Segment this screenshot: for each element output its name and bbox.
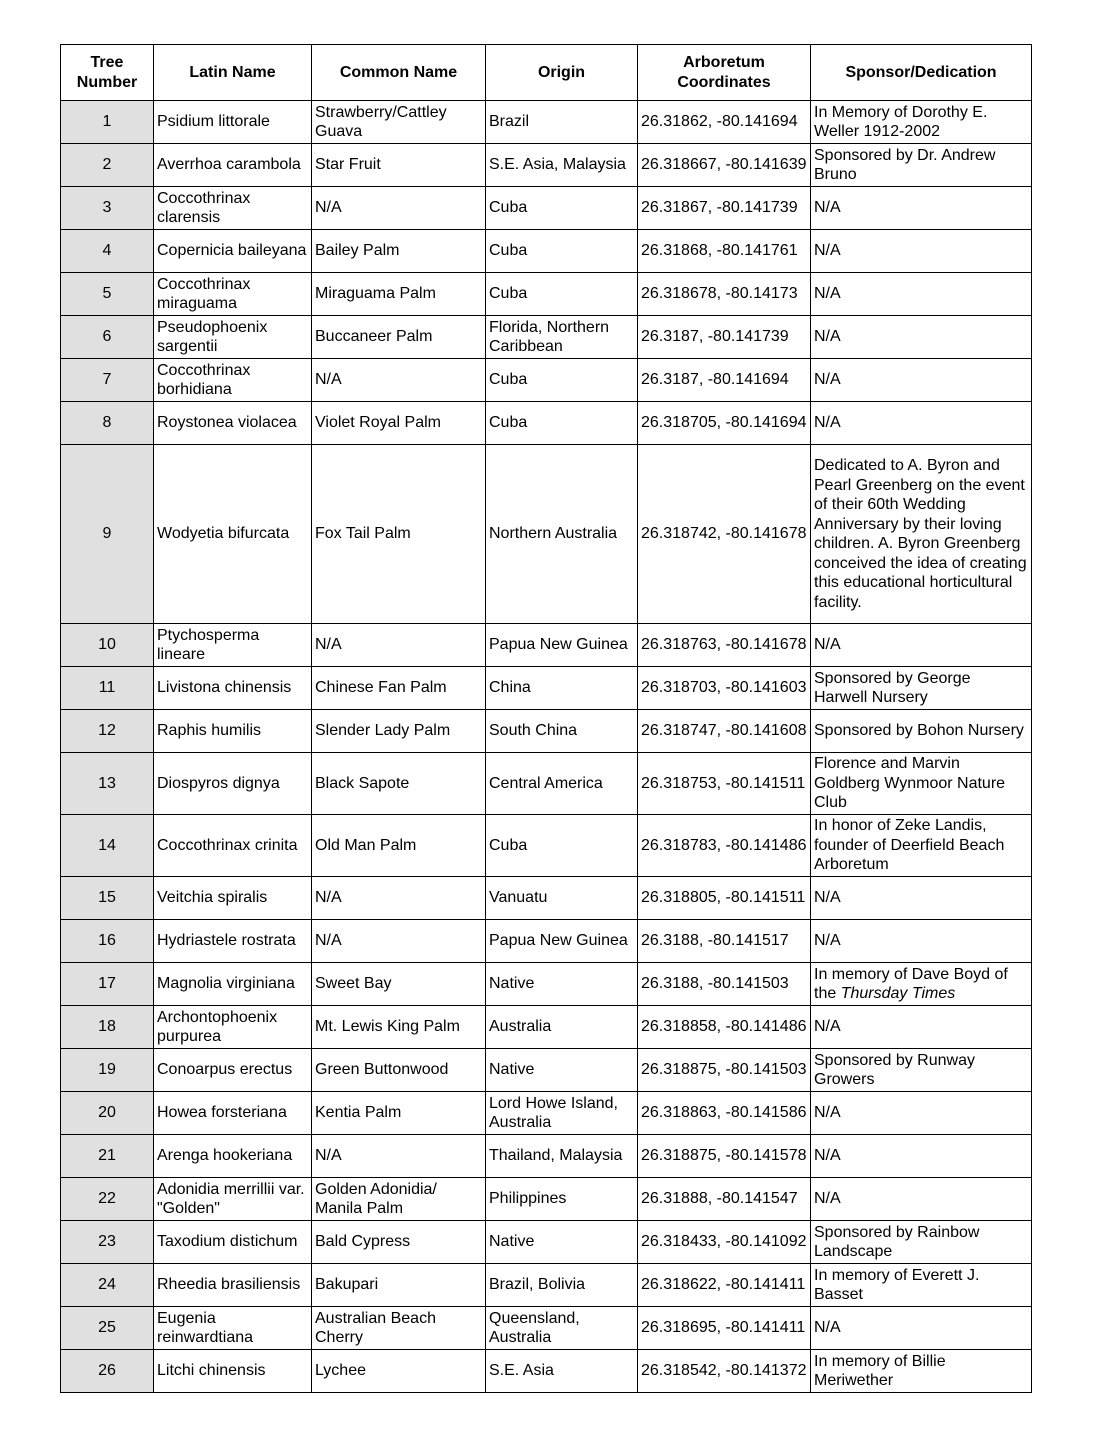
cell-origin: Queensland, Australia: [486, 1307, 638, 1350]
table-row: [61, 667, 1032, 710]
cell-latin-name: Psidium littorale: [154, 101, 312, 144]
cell-origin: S.E. Asia, Malaysia: [486, 144, 638, 187]
cell-common-name: Green Buttonwood: [312, 1049, 486, 1092]
table-header: [61, 45, 1032, 101]
cell-tree-number: 26: [61, 1350, 154, 1393]
cell-tree-number: 6: [61, 316, 154, 359]
cell-latin-name: Taxodium distichum: [154, 1221, 312, 1264]
cell-sponsor: N/A: [811, 1135, 1032, 1178]
cell-common-name: Bald Cypress: [312, 1221, 486, 1264]
table-body: [61, 101, 1032, 1393]
cell-origin: Papua New Guinea: [486, 920, 638, 963]
cell-origin: Cuba: [486, 187, 638, 230]
cell-sponsor: N/A: [811, 1307, 1032, 1350]
cell-sponsor: N/A: [811, 920, 1032, 963]
cell-tree-number: 16: [61, 920, 154, 963]
header-origin: Origin: [486, 45, 638, 101]
cell-coordinates: 26.31868, -80.141761: [638, 230, 811, 273]
table-row: [61, 144, 1032, 187]
cell-tree-number: 22: [61, 1178, 154, 1221]
cell-latin-name: Archontophoenix purpurea: [154, 1006, 312, 1049]
cell-tree-number: 11: [61, 667, 154, 710]
cell-tree-number: 3: [61, 187, 154, 230]
cell-latin-name: Coccothrinax miraguama: [154, 273, 312, 316]
cell-origin: Northern Australia: [486, 445, 638, 624]
cell-tree-number: 12: [61, 710, 154, 753]
cell-sponsor: In memory of Billie Meriwether: [811, 1350, 1032, 1393]
cell-tree-number: 24: [61, 1264, 154, 1307]
cell-latin-name: Pseudophoenix sargentii: [154, 316, 312, 359]
cell-latin-name: Coccothrinax crinita: [154, 815, 312, 877]
cell-origin: Papua New Guinea: [486, 624, 638, 667]
table-row: [61, 273, 1032, 316]
tree-table: [60, 44, 1032, 1393]
cell-tree-number: 10: [61, 624, 154, 667]
cell-tree-number: 4: [61, 230, 154, 273]
cell-tree-number: 5: [61, 273, 154, 316]
cell-tree-number: 17: [61, 963, 154, 1006]
cell-coordinates: 26.31862, -80.141694: [638, 101, 811, 144]
cell-sponsor: N/A: [811, 1006, 1032, 1049]
table-row: [61, 877, 1032, 920]
cell-sponsor: N/A: [811, 187, 1032, 230]
cell-common-name: Black Sapote: [312, 753, 486, 815]
cell-origin: Brazil, Bolivia: [486, 1264, 638, 1307]
table-row: [61, 710, 1032, 753]
cell-origin: Lord Howe Island, Australia: [486, 1092, 638, 1135]
table-row: [61, 230, 1032, 273]
header-latin-name: Latin Name: [154, 45, 312, 101]
cell-tree-number: 18: [61, 1006, 154, 1049]
table-row: [61, 1049, 1032, 1092]
cell-common-name: Miraguama Palm: [312, 273, 486, 316]
cell-sponsor: Sponsored by George Harwell Nursery: [811, 667, 1032, 710]
cell-latin-name: Diospyros dignya: [154, 753, 312, 815]
header-common-name: Common Name: [312, 45, 486, 101]
table-row: [61, 187, 1032, 230]
cell-coordinates: 26.3187, -80.141694: [638, 359, 811, 402]
cell-latin-name: Coccothrinax clarensis: [154, 187, 312, 230]
cell-sponsor: N/A: [811, 316, 1032, 359]
cell-sponsor: Florence and Marvin Goldberg Wynmoor Nature Club: [811, 753, 1032, 815]
cell-common-name: N/A: [312, 877, 486, 920]
cell-common-name: Strawberry/Cattley Guava: [312, 101, 486, 144]
cell-tree-number: 23: [61, 1221, 154, 1264]
cell-latin-name: Wodyetia bifurcata: [154, 445, 312, 624]
cell-latin-name: Averrhoa carambola: [154, 144, 312, 187]
cell-sponsor: In honor of Zeke Landis, founder of Deerfield Beach Arboretum: [811, 815, 1032, 877]
cell-common-name: Golden Adonidia/ Manila Palm: [312, 1178, 486, 1221]
header-tree-number: Tree Number: [61, 45, 154, 101]
cell-common-name: Australian Beach Cherry: [312, 1307, 486, 1350]
cell-coordinates: 26.318667, -80.141639: [638, 144, 811, 187]
cell-latin-name: Rheedia brasiliensis: [154, 1264, 312, 1307]
cell-tree-number: 20: [61, 1092, 154, 1135]
cell-tree-number: 13: [61, 753, 154, 815]
table-row: [61, 963, 1032, 1006]
cell-origin: Central America: [486, 753, 638, 815]
cell-latin-name: Coccothrinax borhidiana: [154, 359, 312, 402]
cell-common-name: Old Man Palm: [312, 815, 486, 877]
table-row: [61, 101, 1032, 144]
header-row: [61, 45, 1032, 101]
cell-latin-name: Adonidia merrillii var. "Golden": [154, 1178, 312, 1221]
cell-common-name: Mt. Lewis King Palm: [312, 1006, 486, 1049]
cell-sponsor: Dedicated to A. Byron and Pearl Greenberg on the event of their 60th Wedding Anniversary by their loving children. A. Byron Greenberg conceived the idea of creating this educational horticultural facility.: [811, 445, 1032, 624]
cell-coordinates: 26.318747, -80.141608: [638, 710, 811, 753]
cell-common-name: Star Fruit: [312, 144, 486, 187]
cell-origin: Thailand, Malaysia: [486, 1135, 638, 1178]
cell-sponsor: Sponsored by Rainbow Landscape: [811, 1221, 1032, 1264]
cell-coordinates: 26.318863, -80.141586: [638, 1092, 811, 1135]
cell-coordinates: 26.318805, -80.141511: [638, 877, 811, 920]
cell-common-name: N/A: [312, 920, 486, 963]
cell-common-name: Fox Tail Palm: [312, 445, 486, 624]
table-row: [61, 445, 1032, 624]
table-row: [61, 1178, 1032, 1221]
table-row: [61, 402, 1032, 445]
cell-tree-number: 19: [61, 1049, 154, 1092]
table-row: [61, 316, 1032, 359]
cell-common-name: Lychee: [312, 1350, 486, 1393]
cell-tree-number: 25: [61, 1307, 154, 1350]
cell-tree-number: 21: [61, 1135, 154, 1178]
cell-latin-name: Livistona chinensis: [154, 667, 312, 710]
table-row: [61, 1307, 1032, 1350]
cell-common-name: Bailey Palm: [312, 230, 486, 273]
cell-coordinates: 26.3188, -80.141517: [638, 920, 811, 963]
cell-origin: China: [486, 667, 638, 710]
cell-latin-name: Veitchia spiralis: [154, 877, 312, 920]
table-row: [61, 1135, 1032, 1178]
cell-coordinates: 26.3188, -80.141503: [638, 963, 811, 1006]
sponsor-text: In memory of Dave Boyd of the: [814, 965, 1008, 1002]
cell-sponsor: In memory of Everett J. Basset: [811, 1264, 1032, 1307]
cell-latin-name: Ptychosperma lineare: [154, 624, 312, 667]
cell-latin-name: Litchi chinensis: [154, 1350, 312, 1393]
table-row: [61, 1350, 1032, 1393]
cell-sponsor: N/A: [811, 402, 1032, 445]
cell-origin: Cuba: [486, 230, 638, 273]
cell-origin: Philippines: [486, 1178, 638, 1221]
cell-common-name: N/A: [312, 1135, 486, 1178]
table-row: [61, 815, 1032, 877]
cell-latin-name: Conoarpus erectus: [154, 1049, 312, 1092]
cell-coordinates: 26.31888, -80.141547: [638, 1178, 811, 1221]
cell-coordinates: 26.318875, -80.141578: [638, 1135, 811, 1178]
cell-sponsor: [811, 963, 1032, 1006]
cell-common-name: Chinese Fan Palm: [312, 667, 486, 710]
table-row: [61, 624, 1032, 667]
cell-sponsor: N/A: [811, 359, 1032, 402]
cell-origin: South China: [486, 710, 638, 753]
cell-latin-name: Arenga hookeriana: [154, 1135, 312, 1178]
cell-latin-name: Howea forsteriana: [154, 1092, 312, 1135]
cell-sponsor: Sponsored by Dr. Andrew Bruno: [811, 144, 1032, 187]
cell-common-name: Sweet Bay: [312, 963, 486, 1006]
cell-sponsor: N/A: [811, 877, 1032, 920]
cell-sponsor: N/A: [811, 624, 1032, 667]
cell-latin-name: Raphis humilis: [154, 710, 312, 753]
cell-origin: Cuba: [486, 402, 638, 445]
cell-origin: Cuba: [486, 815, 638, 877]
cell-common-name: Slender Lady Palm: [312, 710, 486, 753]
cell-tree-number: 15: [61, 877, 154, 920]
table-row: [61, 920, 1032, 963]
cell-common-name: N/A: [312, 187, 486, 230]
cell-latin-name: Magnolia virginiana: [154, 963, 312, 1006]
cell-origin: Native: [486, 1049, 638, 1092]
cell-tree-number: 2: [61, 144, 154, 187]
cell-sponsor: N/A: [811, 1178, 1032, 1221]
cell-latin-name: Roystonea violacea: [154, 402, 312, 445]
table-row: [61, 1006, 1032, 1049]
cell-sponsor: N/A: [811, 273, 1032, 316]
cell-coordinates: 26.318678, -80.14173: [638, 273, 811, 316]
cell-coordinates: 26.318753, -80.141511: [638, 753, 811, 815]
cell-origin: Cuba: [486, 273, 638, 316]
cell-tree-number: 9: [61, 445, 154, 624]
cell-tree-number: 1: [61, 101, 154, 144]
cell-origin: Cuba: [486, 359, 638, 402]
cell-latin-name: Hydriastele rostrata: [154, 920, 312, 963]
cell-tree-number: 14: [61, 815, 154, 877]
table-row: [61, 1092, 1032, 1135]
cell-coordinates: 26.318695, -80.141411: [638, 1307, 811, 1350]
cell-common-name: N/A: [312, 624, 486, 667]
cell-coordinates: 26.318542, -80.141372: [638, 1350, 811, 1393]
cell-sponsor: N/A: [811, 230, 1032, 273]
header-coordinates: Arboretum Coordinates: [638, 45, 811, 101]
cell-origin: Native: [486, 1221, 638, 1264]
cell-coordinates: 26.31867, -80.141739: [638, 187, 811, 230]
cell-origin: S.E. Asia: [486, 1350, 638, 1393]
table-row: [61, 359, 1032, 402]
cell-coordinates: 26.3187, -80.141739: [638, 316, 811, 359]
sponsor-publication-title: Thursday Times: [840, 985, 956, 1002]
table-row: [61, 1221, 1032, 1264]
cell-common-name: Violet Royal Palm: [312, 402, 486, 445]
cell-coordinates: 26.318763, -80.141678: [638, 624, 811, 667]
cell-coordinates: 26.318705, -80.141694: [638, 402, 811, 445]
cell-sponsor: N/A: [811, 1092, 1032, 1135]
cell-origin: Florida, Northern Caribbean: [486, 316, 638, 359]
cell-origin: Vanuatu: [486, 877, 638, 920]
cell-coordinates: 26.318783, -80.141486: [638, 815, 811, 877]
cell-sponsor: Sponsored by Bohon Nursery: [811, 710, 1032, 753]
cell-origin: Native: [486, 963, 638, 1006]
header-sponsor: Sponsor/Dedication: [811, 45, 1032, 101]
cell-origin: Brazil: [486, 101, 638, 144]
cell-coordinates: 26.318875, -80.141503: [638, 1049, 811, 1092]
cell-common-name: Kentia Palm: [312, 1092, 486, 1135]
table-row: [61, 753, 1032, 815]
table-row: [61, 1264, 1032, 1307]
cell-tree-number: 7: [61, 359, 154, 402]
cell-sponsor: In Memory of Dorothy E. Weller 1912-2002: [811, 101, 1032, 144]
cell-coordinates: 26.318433, -80.141092: [638, 1221, 811, 1264]
cell-common-name: Bakupari: [312, 1264, 486, 1307]
cell-origin: Australia: [486, 1006, 638, 1049]
cell-tree-number: 8: [61, 402, 154, 445]
cell-coordinates: 26.318703, -80.141603: [638, 667, 811, 710]
cell-latin-name: Copernicia baileyana: [154, 230, 312, 273]
cell-coordinates: 26.318622, -80.141411: [638, 1264, 811, 1307]
cell-common-name: Buccaneer Palm: [312, 316, 486, 359]
cell-coordinates: 26.318742, -80.141678: [638, 445, 811, 624]
cell-coordinates: 26.318858, -80.141486: [638, 1006, 811, 1049]
cell-latin-name: Eugenia reinwardtiana: [154, 1307, 312, 1350]
cell-sponsor: Sponsored by Runway Growers: [811, 1049, 1032, 1092]
cell-common-name: N/A: [312, 359, 486, 402]
